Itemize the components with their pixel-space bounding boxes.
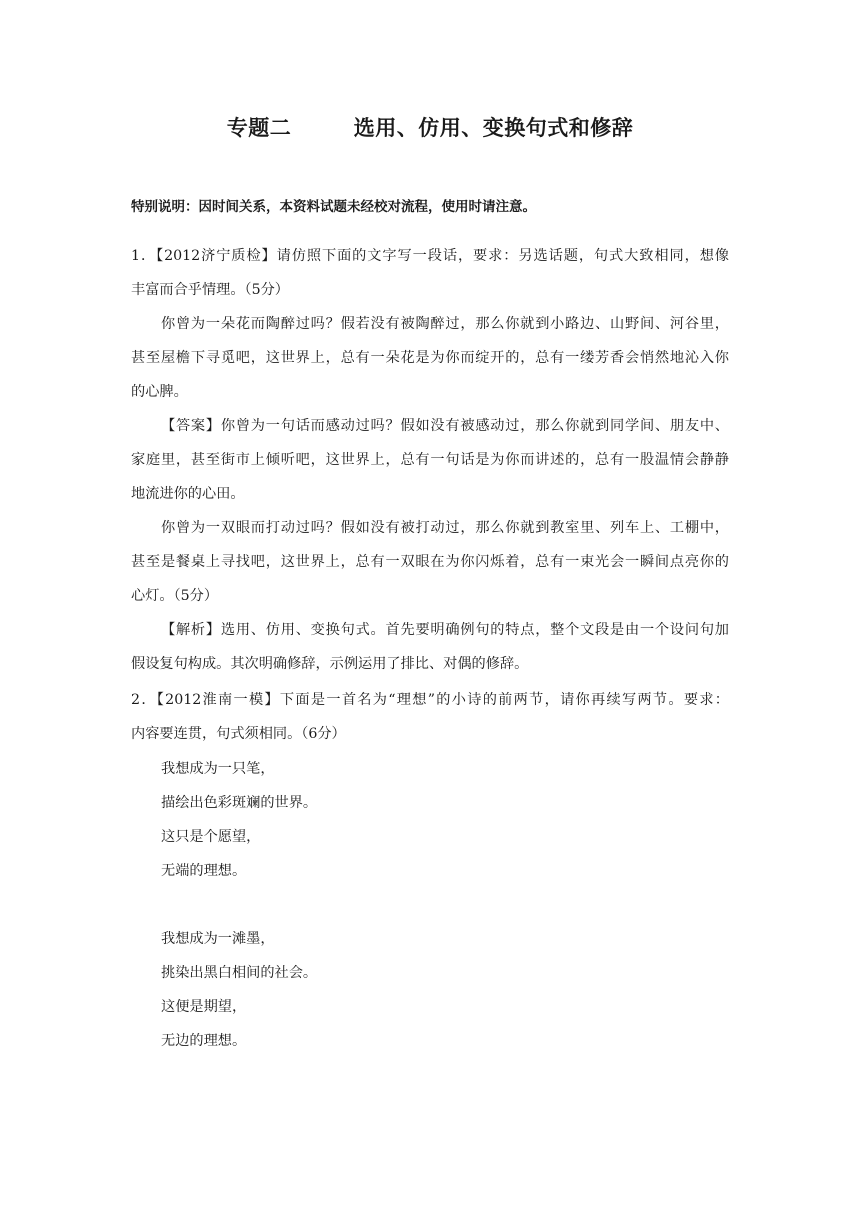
- poem-line: 我想成为一只笔，: [161, 761, 275, 777]
- poem-line: 描绘出色彩斑斓的世界。: [161, 795, 318, 811]
- poem-line: 这只是个愿望，: [161, 829, 261, 845]
- q1-answer-line: 【答案】你曾为一句话而感动过吗？假如没有被感动过，那么你就到同学间、朋友中、: [161, 418, 729, 434]
- q1-answer2-line: 甚至是餐桌上寻找吧，这世界上，总有一双眼在为你闪烁着，总有一束光会一瞬间点亮你的: [131, 554, 729, 570]
- q1-answer-line: 家庭里，甚至街市上倾听吧，这世界上，总有一句话是为你而讲述的，总有一股温情会静静: [131, 452, 729, 468]
- q1-prompt-line2: 丰富而合乎情理。（5分）: [131, 282, 289, 298]
- q1-answer2-line: 心灯。（5分）: [131, 588, 219, 604]
- q1-passage-line: 甚至屋檐下寻觅吧，这世界上，总有一朵花是为你而绽开的，总有一缕芳香会悄然地沁入你: [131, 350, 729, 366]
- special-note: 特别说明：因时间关系，本资料试题未经校对流程，使用时请注意。: [131, 199, 536, 215]
- poem-line: 这便是期望，: [161, 999, 247, 1015]
- q1-passage-line: 你曾为一朵花而陶醉过吗？假若没有被陶醉过，那么你就到小路边、山野间、河谷里，: [161, 316, 729, 332]
- q1-passage-line: 的心脾。: [131, 384, 188, 400]
- poem-line: 我想成为一滩墨，: [161, 931, 275, 947]
- poem-line: 挑染出黑白相间的社会。: [161, 965, 318, 981]
- poem-line: 无端的理想。: [161, 863, 247, 879]
- page-title: 专题二 选用、仿用、变换句式和修辞: [226, 116, 634, 140]
- q2-prompt-line1: 2．【2012淮南一模】下面是一首名为“理想”的小诗的前两节，请你再续写两节。要求：: [131, 692, 729, 708]
- poem-line: 无边的理想。: [161, 1033, 247, 1049]
- q1-analysis-line: 【解析】选用、仿用、变换句式。首先要明确例句的特点，整个文段是由一个设问句加: [161, 622, 729, 638]
- q2-prompt-line2: 内容要连贯，句式须相同。（6分）: [131, 726, 346, 742]
- q1-answer-line: 地流进你的心田。: [131, 486, 245, 502]
- q1-prompt-line1: 1．【2012济宁质检】请仿照下面的文字写一段话，要求：另选话题，句式大致相同，想像: [131, 248, 729, 264]
- q1-analysis-line: 假设复句构成。其次明确修辞，示例运用了排比、对偶的修辞。: [131, 656, 529, 672]
- q1-answer2-line: 你曾为一双眼而打动过吗？假如没有被打动过，那么你就到教室里、列车上、工棚中，: [161, 520, 729, 536]
